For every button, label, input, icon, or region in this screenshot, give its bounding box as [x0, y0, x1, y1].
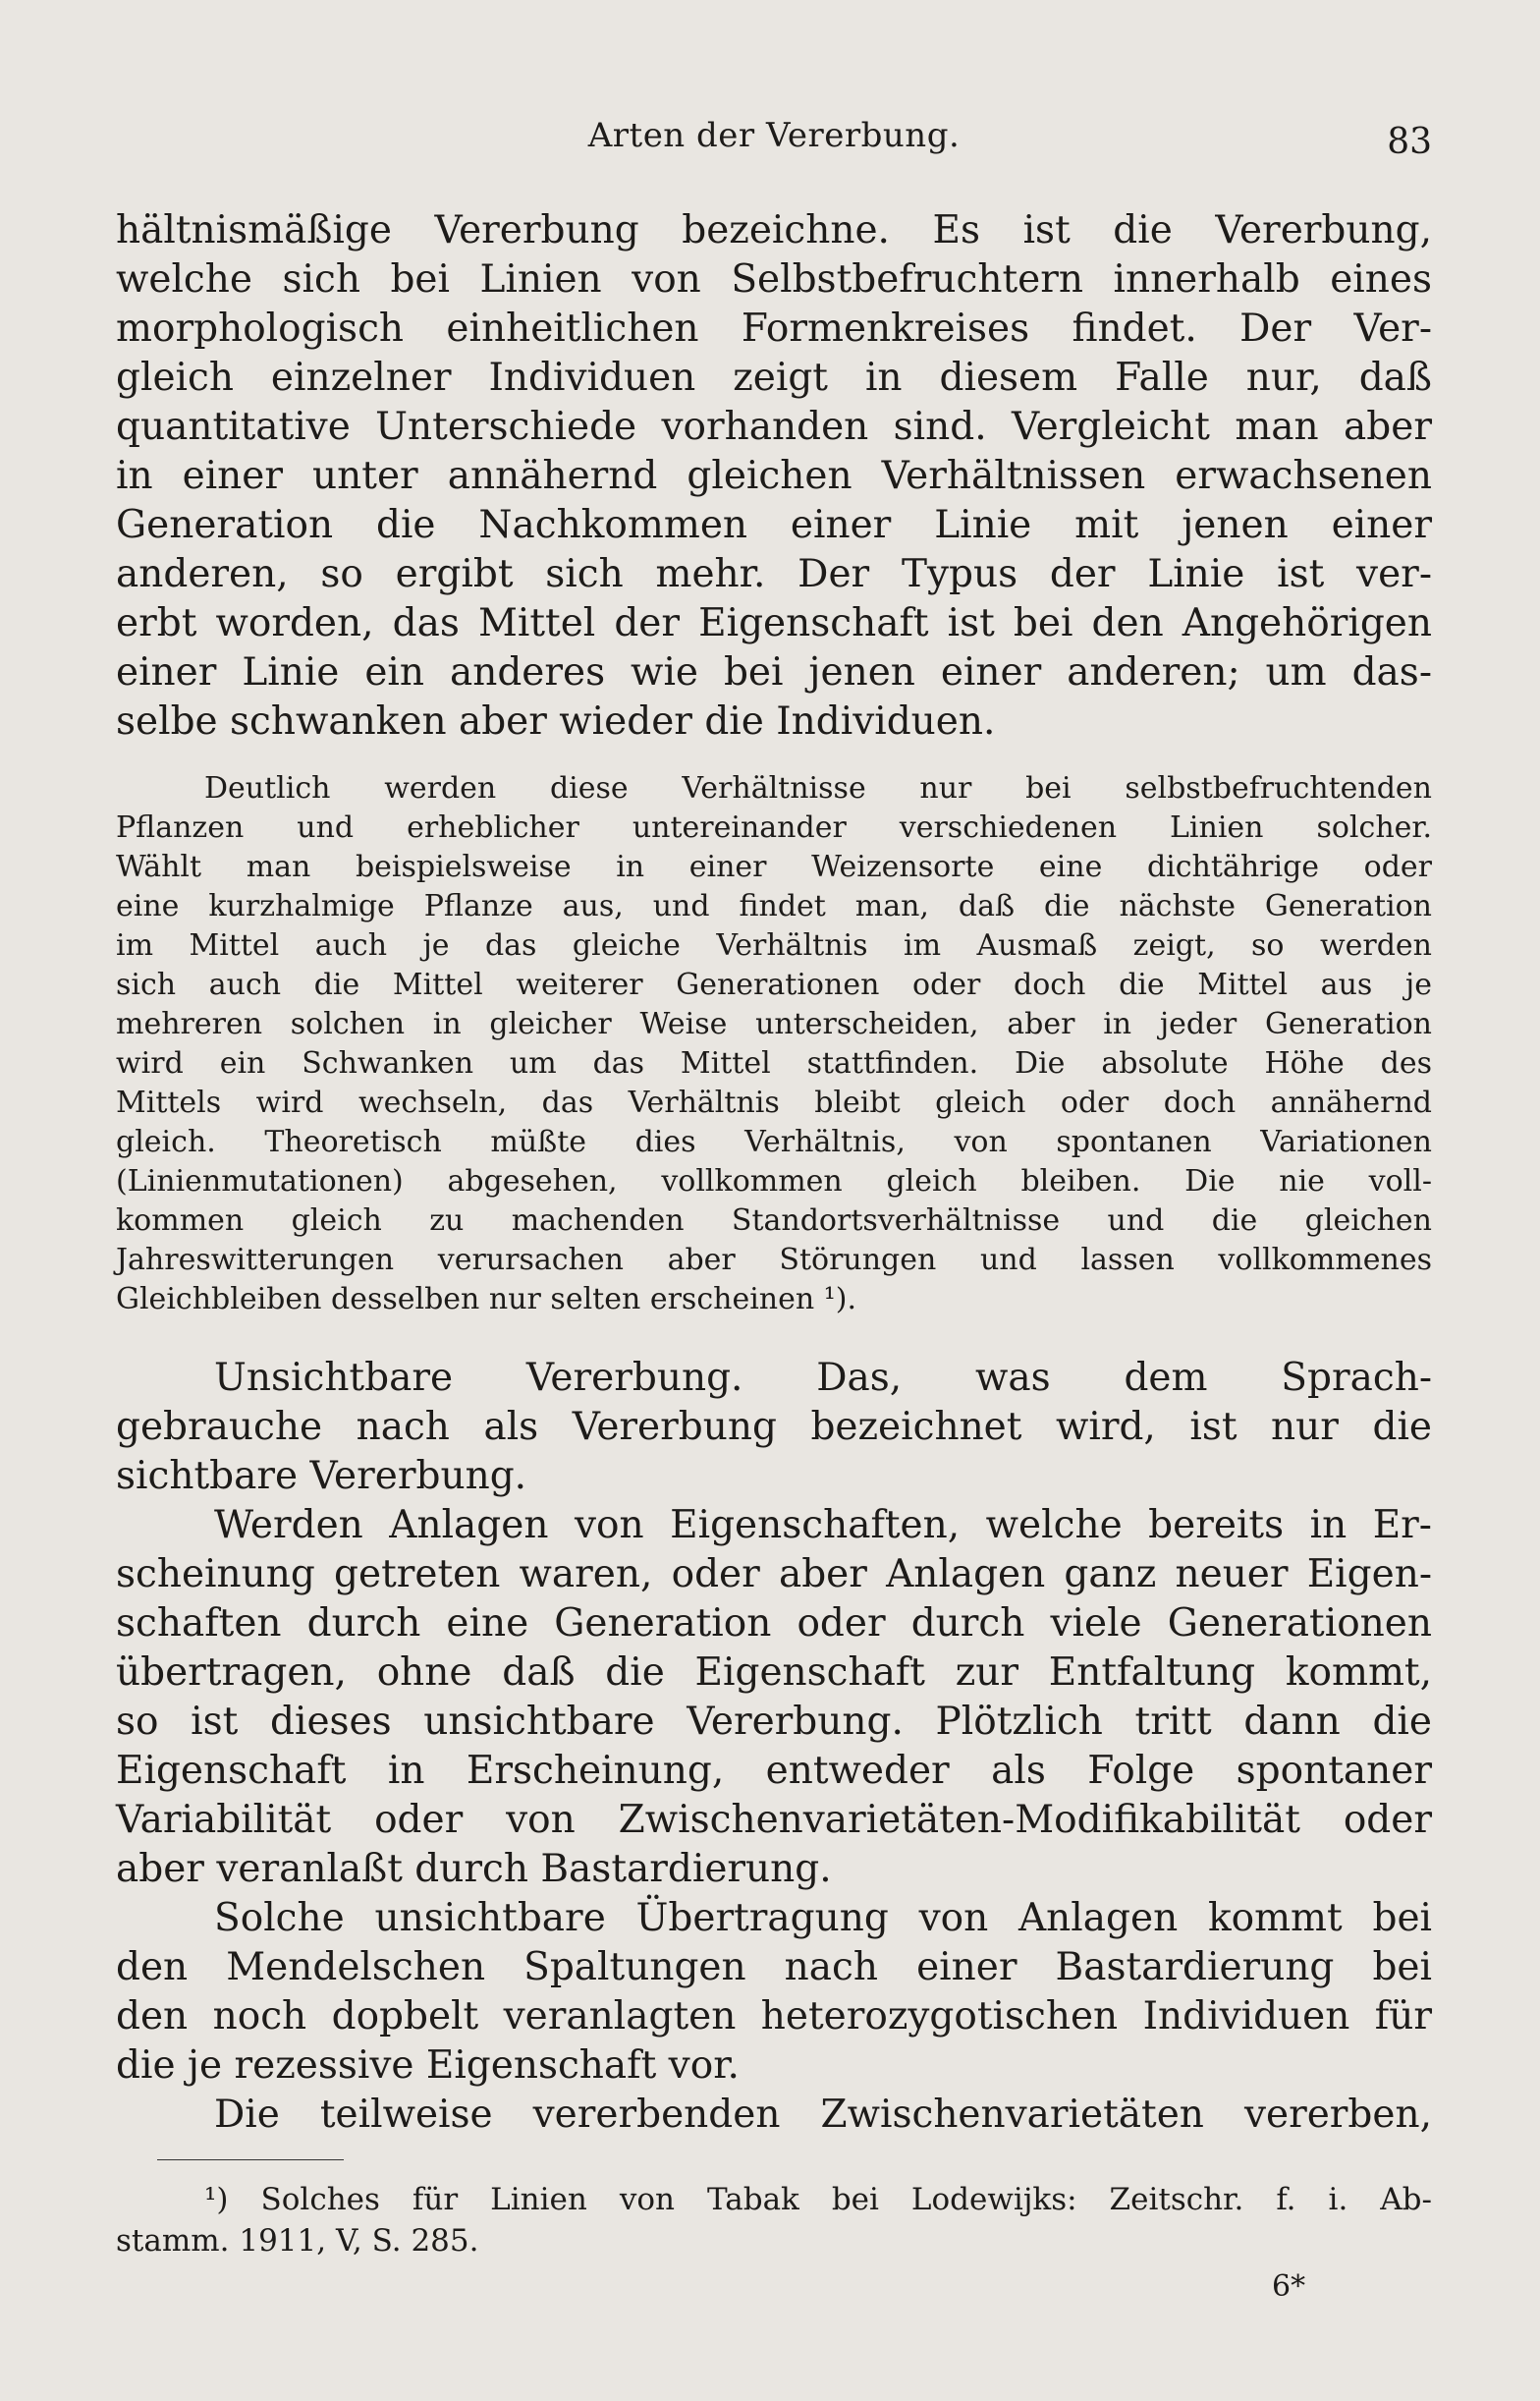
text-line: sichtbare Vererbung.	[116, 1454, 527, 1498]
text-line: den Mendelschen Spaltungen nach einer Bastardierung bei	[116, 1945, 1432, 1989]
text-line: hältnismäßige Vererbung bezeichne. Es ist die Vererbung,	[116, 208, 1432, 252]
footnote	[116, 2179, 1432, 2261]
text-line: Unsichtbare Vererbung. Das, was dem Sprach-	[214, 1356, 1432, 1400]
text-line: im Mittel auch je das gleiche Verhältnis im Ausmaß zeigt, so werden	[116, 928, 1432, 963]
text-line: erbt worden, das Mittel der Eigenschaft ist bei den Angehörigen	[116, 601, 1432, 645]
text-line: gleich. Theoretisch müßte dies Verhältnis, von spontanen Variationen	[116, 1125, 1432, 1159]
page-header	[116, 116, 1432, 165]
footnote-line: ¹) Solches für Linien von Tabak bei Lodewijks: Zeitschr. f. i. Ab-	[204, 2182, 1432, 2217]
text-line: Gleichbleiben desselben nur selten erscheinen ¹).	[116, 1282, 856, 1316]
text-line: scheinung getreten waren, oder aber Anlagen ganz neuer Eigen-	[116, 1552, 1432, 1596]
text-line: kommen gleich zu machenden Standortsverhältnisse und die gleichen	[116, 1203, 1432, 1238]
text-line: Die teilweise vererbenden Zwischenvarietäten vererben,	[214, 2093, 1432, 2137]
text-line: Jahreswitterungen verursachen aber Störungen und lassen vollkommenes	[116, 1243, 1432, 1277]
text-line: den noch dopbelt veranlagten heterozygotischen Individuen für	[116, 1994, 1432, 2038]
paragraph-continuation	[116, 206, 1432, 747]
text-line: gebrauche nach als Vererbung bezeichnet wird, ist nur die	[116, 1405, 1432, 1449]
text-line: sich auch die Mittel weiterer Generationen oder doch die Mittel aus je	[116, 968, 1432, 1002]
signature-mark: 6*	[1272, 2269, 1306, 2304]
text-line: übertragen, ohne daß die Eigenschaft zur Entfaltung kommt,	[116, 1650, 1432, 1695]
paragraph	[116, 1894, 1432, 2091]
page-number: 83	[1387, 122, 1432, 162]
text-line: in einer unter annähernd gleichen Verhältnissen erwachsenen	[116, 454, 1432, 498]
paragraph	[116, 1501, 1432, 1894]
text-line: einer Linie ein anderes wie bei jenen einer anderen; um das-	[116, 650, 1432, 695]
running-title: Arten der Vererbung.	[587, 116, 961, 155]
text-line: wird ein Schwanken um das Mittel stattfinden. Die absolute Höhe des	[116, 1046, 1432, 1081]
small-print-paragraph	[116, 769, 1432, 1319]
footnote-divider	[157, 2159, 344, 2160]
text-line: Pflanzen und erheblicher untereinander verschiedenen Linien solcher.	[116, 810, 1432, 845]
text-line: anderen, so ergibt sich mehr. Der Typus der Linie ist ver-	[116, 552, 1432, 596]
section-unsichtbare-vererbung	[116, 1354, 1432, 1501]
text-line: Solche unsichtbare Übertragung von Anlagen kommt bei	[214, 1896, 1432, 1940]
text-line: mehreren solchen in gleicher Weise unterscheiden, aber in jeder Generation	[116, 1007, 1432, 1041]
text-line: quantitative Unterschiede vorhanden sind. Vergleicht man aber	[116, 405, 1432, 449]
text-line: welche sich bei Linien von Selbstbefruchtern innerhalb eines	[116, 257, 1432, 302]
text-line: aber veranlaßt durch Bastardierung.	[116, 1847, 832, 1891]
text-line: Eigenschaft in Erscheinung, entweder als Folge spontaner	[116, 1749, 1432, 1793]
text-line: Deutlich werden diese Verhältnisse nur bei selbstbefruchtenden	[204, 771, 1432, 806]
text-line: Generation die Nachkommen einer Linie mit jenen einer	[116, 503, 1432, 547]
text-line: so ist dieses unsichtbare Vererbung. Plötzlich tritt dann die	[116, 1700, 1432, 1744]
text-line: eine kurzhalmige Pflanze aus, und findet man, daß die nächste Generation	[116, 889, 1432, 923]
text-line: Mittels wird wechseln, das Verhältnis bleibt gleich oder doch annähernd	[116, 1086, 1432, 1120]
text-line: die je rezessive Eigenschaft vor.	[116, 2043, 740, 2088]
footnote-line: stamm. 1911, V, S. 285.	[116, 2223, 479, 2259]
text-line: morphologisch einheitlichen Formenkreises findet. Der Ver-	[116, 307, 1432, 351]
text-line: Werden Anlagen von Eigenschaften, welche bereits in Er-	[214, 1503, 1432, 1547]
text-line: gleich einzelner Individuen zeigt in diesem Falle nur, daß	[116, 356, 1432, 400]
text-line: Variabilität oder von Zwischenvarietäten-Modifikabilität oder	[116, 1798, 1432, 1842]
text-line: Wählt man beispielsweise in einer Weizensorte eine dichtährige oder	[116, 850, 1432, 884]
text-line: (Linienmutationen) abgesehen, vollkommen gleich bleiben. Die nie voll-	[116, 1164, 1432, 1199]
paragraph	[116, 2091, 1432, 2140]
text-line: schaften durch eine Generation oder durch viele Generationen	[116, 1601, 1432, 1646]
text-line: selbe schwanken aber wieder die Individuen.	[116, 699, 996, 744]
